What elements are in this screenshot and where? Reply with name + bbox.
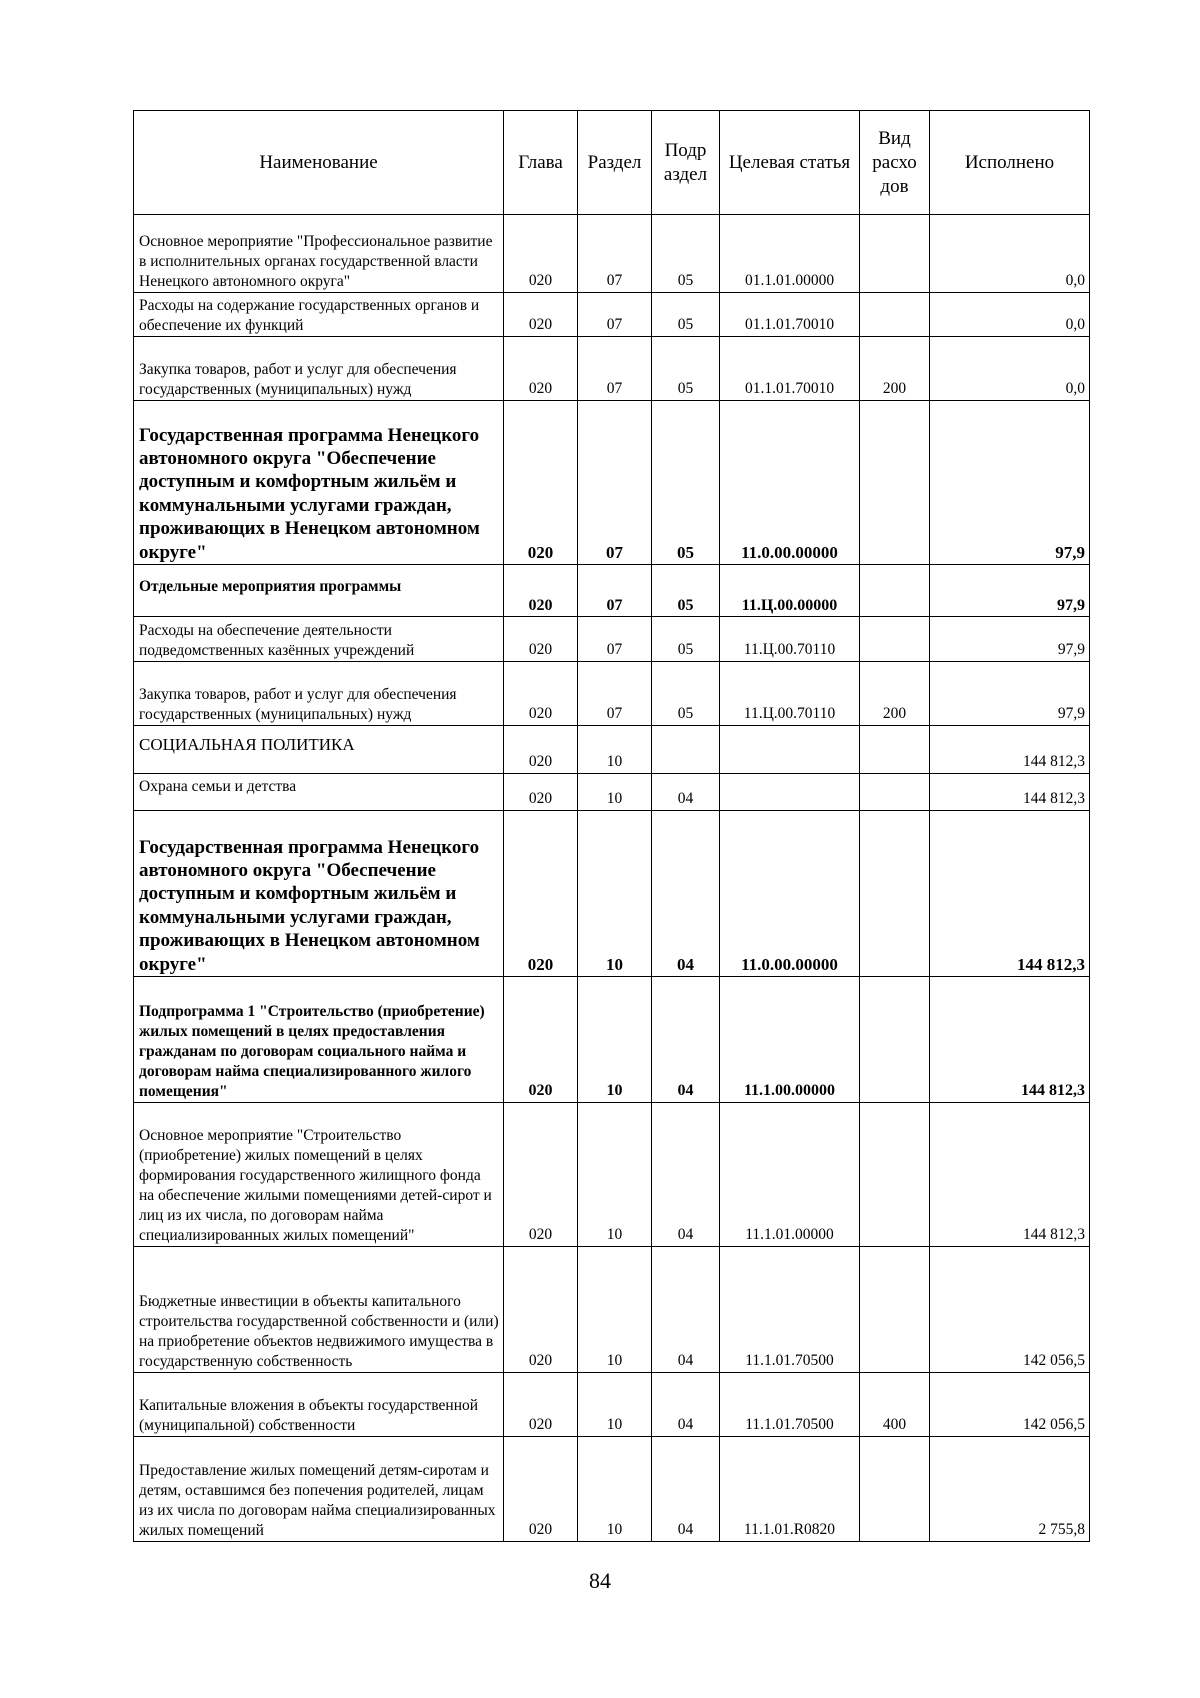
cell-name: Предоставление жилых помещений детям-сиротам и детям, оставшимся без попечения родителей, лицам из их числа по договорам найма специализированных жилых помещений [134,1437,504,1542]
table-row [134,293,1090,337]
cell-vid [860,565,930,617]
cell-glava: 020 [504,401,578,565]
cell-glava: 020 [504,1103,578,1247]
cell-podrazdel: 05 [652,617,720,662]
cell-vid [860,1103,930,1247]
cell-vid [860,293,930,337]
cell-glava: 020 [504,1247,578,1373]
table-row [134,1103,1090,1247]
cell-glava: 020 [504,662,578,726]
cell-name: СОЦИАЛЬНАЯ ПОЛИТИКА [134,726,504,774]
cell-ispolneno: 97,9 [930,401,1090,565]
cell-vid [860,215,930,293]
cell-statya: 11.1.00.00000 [720,977,860,1103]
cell-razdel: 10 [578,811,652,977]
cell-razdel: 10 [578,774,652,811]
cell-statya: 11.1.01.00000 [720,1103,860,1247]
cell-razdel: 07 [578,662,652,726]
table-row [134,337,1090,401]
cell-glava: 020 [504,293,578,337]
cell-podrazdel: 04 [652,1373,720,1437]
cell-razdel: 07 [578,617,652,662]
cell-statya: 11.1.01.R0820 [720,1437,860,1542]
budget-table [133,110,1090,1542]
cell-razdel: 07 [578,293,652,337]
cell-podrazdel: 04 [652,774,720,811]
cell-razdel: 10 [578,1373,652,1437]
cell-podrazdel: 05 [652,565,720,617]
cell-name: Отдельные мероприятия программы [134,565,504,617]
cell-glava: 020 [504,726,578,774]
table-row [134,1247,1090,1373]
cell-vid [860,977,930,1103]
cell-vid [860,811,930,977]
cell-ispolneno: 144 812,3 [930,977,1090,1103]
cell-podrazdel: 04 [652,811,720,977]
header-razdel: Раздел [578,111,652,215]
cell-podrazdel: 05 [652,337,720,401]
cell-glava: 020 [504,774,578,811]
cell-statya: 11.1.01.70500 [720,1373,860,1437]
cell-vid [860,1437,930,1542]
cell-glava: 020 [504,337,578,401]
cell-ispolneno: 142 056,5 [930,1373,1090,1437]
cell-vid: 200 [860,337,930,401]
cell-statya: 11.Ц.00.00000 [720,565,860,617]
document-sheet [133,110,1089,1542]
cell-name: Основное мероприятие "Профессиональное развитие в исполнительных органах государственной власти Ненецкого автономного округа" [134,215,504,293]
cell-name: Капитальные вложения в объекты государственной (муниципальной) собственности [134,1373,504,1437]
cell-podrazdel [652,726,720,774]
cell-vid [860,401,930,565]
header-name: Наименование [134,111,504,215]
cell-name: Охрана семьи и детства [134,774,504,811]
cell-name: Государственная программа Ненецкого автономного округа "Обеспечение доступным и комфортным жильём и коммунальными услугами граждан, проживающих в Ненецком автономном округе" [134,401,504,565]
table-row [134,1437,1090,1542]
header-glava: Глава [504,111,578,215]
cell-statya: 01.1.01.70010 [720,293,860,337]
cell-razdel: 10 [578,726,652,774]
cell-name: Расходы на обеспечение деятельности подведомственных казённых учреждений [134,617,504,662]
cell-vid [860,726,930,774]
cell-ispolneno: 144 812,3 [930,726,1090,774]
cell-ispolneno: 97,9 [930,565,1090,617]
cell-name: Закупка товаров, работ и услуг для обеспечения государственных (муниципальных) нужд [134,662,504,726]
cell-statya: 11.1.01.70500 [720,1247,860,1373]
cell-vid: 400 [860,1373,930,1437]
table-row [134,215,1090,293]
cell-statya: 01.1.01.00000 [720,215,860,293]
cell-name: Государственная программа Ненецкого автономного округа "Обеспечение доступным и комфортным жильём и коммунальными услугами граждан, проживающих в Ненецком автономном округе" [134,811,504,977]
table-row [134,565,1090,617]
table-row [134,662,1090,726]
cell-glava: 020 [504,811,578,977]
cell-ispolneno: 0,0 [930,215,1090,293]
table-row [134,774,1090,811]
cell-glava: 020 [504,1437,578,1542]
header-podrazdel: Подр аздел [652,111,720,215]
table-row [134,726,1090,774]
cell-statya: 11.0.00.00000 [720,811,860,977]
cell-statya: 11.0.00.00000 [720,401,860,565]
cell-razdel: 07 [578,337,652,401]
cell-ispolneno: 0,0 [930,337,1090,401]
cell-razdel: 07 [578,215,652,293]
table-row [134,811,1090,977]
cell-razdel: 10 [578,1247,652,1373]
cell-name: Закупка товаров, работ и услуг для обеспечения государственных (муниципальных) нужд [134,337,504,401]
header-vid: Вид расхо дов [860,111,930,215]
cell-podrazdel: 05 [652,662,720,726]
cell-ispolneno: 0,0 [930,293,1090,337]
cell-glava: 020 [504,565,578,617]
cell-glava: 020 [504,617,578,662]
cell-statya [720,774,860,811]
cell-razdel: 10 [578,977,652,1103]
cell-vid [860,617,930,662]
cell-vid [860,774,930,811]
cell-ispolneno: 2 755,8 [930,1437,1090,1542]
cell-glava: 020 [504,1373,578,1437]
cell-ispolneno: 144 812,3 [930,1103,1090,1247]
cell-podrazdel: 05 [652,401,720,565]
table-row [134,401,1090,565]
cell-ispolneno: 144 812,3 [930,811,1090,977]
cell-podrazdel: 05 [652,293,720,337]
cell-name: Бюджетные инвестиции в объекты капитального строительства государственной собственности и (или) на приобретение объектов недвижимого имущества в государственную собственность [134,1247,504,1373]
cell-statya: 11.Ц.00.70110 [720,617,860,662]
cell-name: Подпрограмма 1 "Строительство (приобретение) жилых помещений в целях предоставления гражданам по договорам социального найма и договорам найма специализированного жилого помещения" [134,977,504,1103]
cell-ispolneno: 142 056,5 [930,1247,1090,1373]
cell-statya [720,726,860,774]
cell-podrazdel: 04 [652,1437,720,1542]
cell-podrazdel: 04 [652,1247,720,1373]
table-row [134,977,1090,1103]
cell-glava: 020 [504,977,578,1103]
table-header-row [134,111,1090,215]
cell-statya: 01.1.01.70010 [720,337,860,401]
cell-podrazdel: 05 [652,215,720,293]
table-row [134,1373,1090,1437]
cell-ispolneno: 97,9 [930,617,1090,662]
cell-razdel: 07 [578,565,652,617]
cell-ispolneno: 97,9 [930,662,1090,726]
cell-vid [860,1247,930,1373]
cell-razdel: 10 [578,1103,652,1247]
cell-podrazdel: 04 [652,977,720,1103]
header-ispolneno: Исполнено [930,111,1090,215]
cell-podrazdel: 04 [652,1103,720,1247]
cell-glava: 020 [504,215,578,293]
cell-name: Основное мероприятие "Строительство (приобретение) жилых помещений в целях формирования государственного жилищного фонда на обеспечение жилыми помещениями детей-сирот и лиц из их числа, по договорам найма специализированных жилых помещений" [134,1103,504,1247]
cell-razdel: 10 [578,1437,652,1542]
table-row [134,617,1090,662]
cell-razdel: 07 [578,401,652,565]
header-statya: Целевая статья [720,111,860,215]
page-number: 84 [589,1568,611,1593]
cell-vid: 200 [860,662,930,726]
cell-name: Расходы на содержание государственных органов и обеспечение их функций [134,293,504,337]
cell-ispolneno: 144 812,3 [930,774,1090,811]
cell-statya: 11.Ц.00.70110 [720,662,860,726]
